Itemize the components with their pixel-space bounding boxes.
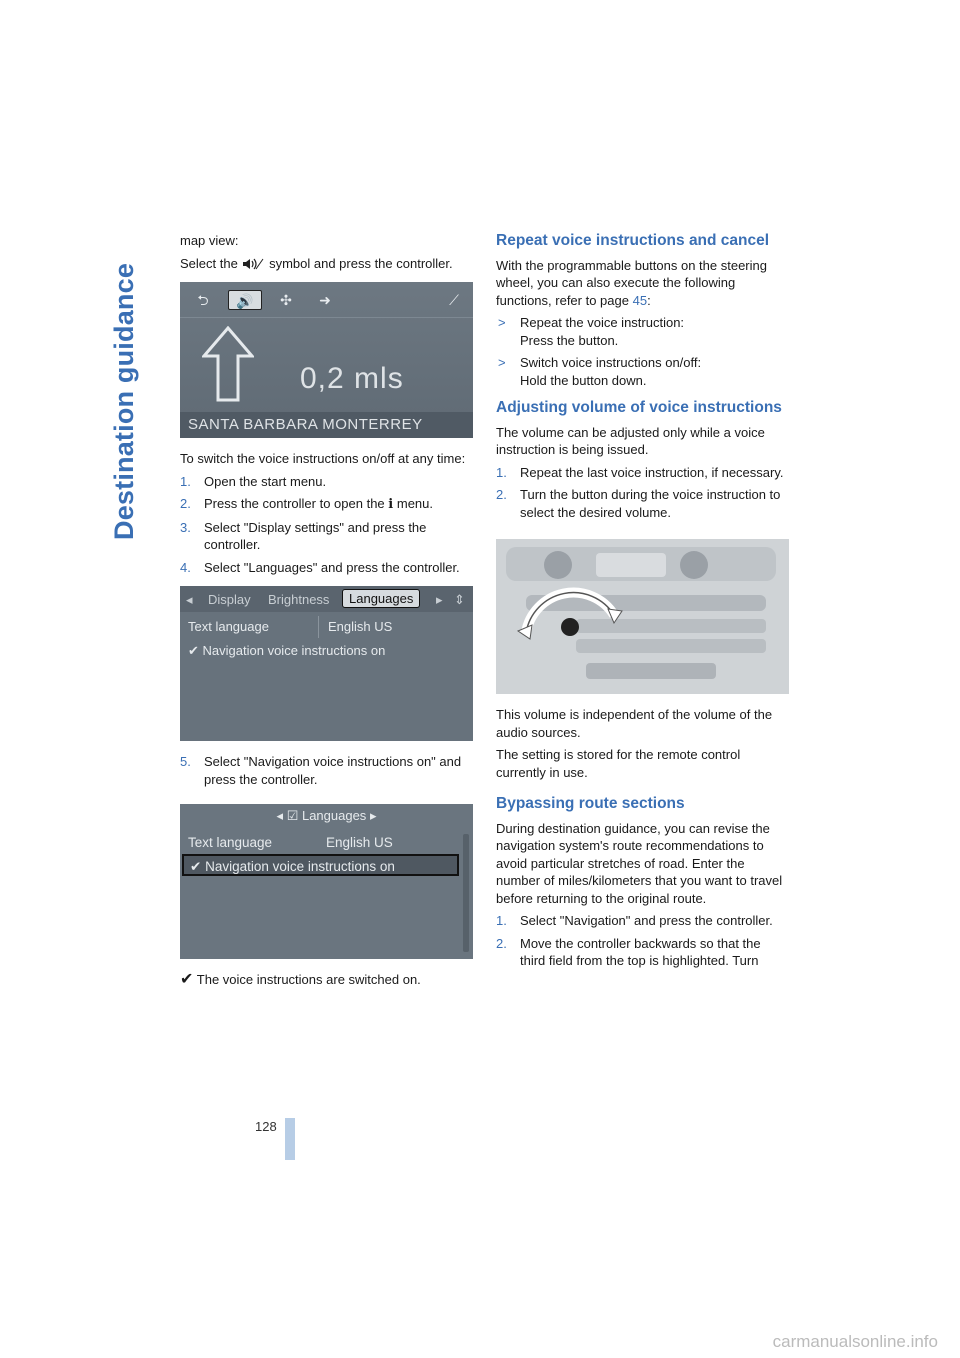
tab-languages[interactable]: Languages (342, 589, 420, 608)
section-title: Destination guidance (109, 262, 139, 540)
chevron-right-icon[interactable]: ▸ (369, 808, 377, 823)
list-item: 1. Repeat the last voice instruction, if necessary. (496, 464, 784, 480)
checkbox-icon: ☑ (286, 808, 299, 823)
languages-menu-screen (180, 804, 473, 959)
checkmark-icon: ✔ (180, 971, 194, 988)
chevron-right-icon[interactable]: ▸ (436, 592, 443, 607)
distance-readout: 0,2 mls (300, 362, 404, 395)
volume-note-1: This volume is independent of the volume of the audio sources. (496, 707, 773, 740)
tab-brightness[interactable]: Brightness (268, 592, 330, 607)
page-marker (285, 1118, 295, 1160)
info-icon: i (388, 497, 394, 512)
next-arrow-icon[interactable]: ➜ (319, 292, 331, 308)
chevron-left-icon[interactable]: ◂ (276, 808, 284, 823)
heading-bypass: Bypassing route sections (496, 795, 685, 812)
tab-display[interactable]: Display (208, 592, 251, 607)
languages-settings-screen (180, 586, 473, 741)
voice-icon[interactable]: 🔊 (228, 290, 262, 310)
repeat-intro: With the programmable buttons on the steering wheel, you can also execute the following functions, refer to page 45: (496, 257, 767, 308)
back-icon[interactable]: ⮌ (197, 292, 209, 308)
menu-header: ◂ ☑ Languages ▸ (276, 808, 377, 823)
speaker-icon (241, 257, 265, 271)
list-item: 5. Select "Navigation voice instructions on" and press the controller. (180, 754, 462, 787)
footer-watermark: carmanualsonline.info (772, 1331, 938, 1351)
scrollbar[interactable] (463, 834, 469, 952)
heading-repeat: Repeat voice instructions and cancel (496, 232, 770, 249)
compass-icon[interactable]: ⟋ (449, 292, 459, 308)
left-column (180, 232, 472, 994)
intro-line-2: Select the symbol and press the controller. (180, 255, 453, 271)
nav-map-screen (180, 282, 473, 438)
page-number: 128 (255, 1119, 277, 1134)
outcome-line: ✔ The voice instructions are switched on. (180, 971, 421, 988)
switch-intro: To switch the voice instructions on/off at any time: (180, 451, 466, 466)
dashboard-photo (496, 539, 789, 694)
list-item: 2. Move the controller backwards so that the third field from the top is highlighted. Turn (496, 935, 761, 968)
nav-voice-row-highlighted[interactable]: ✔ Navigation voice instructions on (182, 854, 459, 876)
chevron-left-icon[interactable]: ◂ (186, 592, 193, 607)
checkmark-icon: ✔ (188, 643, 199, 658)
list-item: 3. Select "Display settings" and press the controller. (180, 519, 427, 552)
bypass-intro: During destination guidance, you can revise the navigation system's route recommendations to avoid particular stretches of road. Enter the number of miles/kilometers that you want to travel before returning to the original route. (496, 820, 783, 906)
up-arrow-icon (202, 326, 254, 402)
dashboard-illustration (496, 539, 789, 694)
right-column (496, 232, 788, 975)
street-name: SANTA BARBARA MONTERREY (180, 412, 473, 438)
intro-line-1: map view: (180, 233, 239, 248)
checkmark-icon: ✔ (190, 859, 202, 874)
list-item: 1. Select "Navigation" and press the controller. (496, 913, 773, 928)
volume-intro: The volume can be adjusted only while a voice instruction is being issued. (496, 424, 765, 457)
list-item: > Switch voice instructions on/off: Hold the button down. (498, 355, 702, 388)
list-item: 2. Press the controller to open the i menu. (180, 496, 434, 512)
nav-voice-row[interactable]: ✔ Navigation voice instructions on (188, 643, 386, 658)
text-language-row[interactable]: Text language English US (188, 835, 393, 850)
settings-tabs (180, 586, 473, 612)
list-item: 2. Turn the button during the voice instruction to select the desired volume. (496, 487, 781, 520)
nav-toolbar (180, 282, 473, 318)
list-item: 1. Open the start menu. (180, 473, 327, 489)
list-item: > Repeat the voice instruction: Press the button. (498, 315, 685, 348)
text-language-row[interactable]: Text language English US (188, 619, 393, 634)
heading-volume: Adjusting volume of voice instructions (496, 399, 782, 416)
route-icon[interactable]: ✣ (280, 292, 292, 308)
page-link[interactable]: 45 (632, 292, 648, 308)
list-item: 4. Select "Languages" and press the controller. (180, 559, 460, 575)
scroll-icon[interactable]: ⇕ (454, 592, 465, 607)
volume-note-2: The setting is stored for the remote control currently in use. (496, 747, 741, 780)
